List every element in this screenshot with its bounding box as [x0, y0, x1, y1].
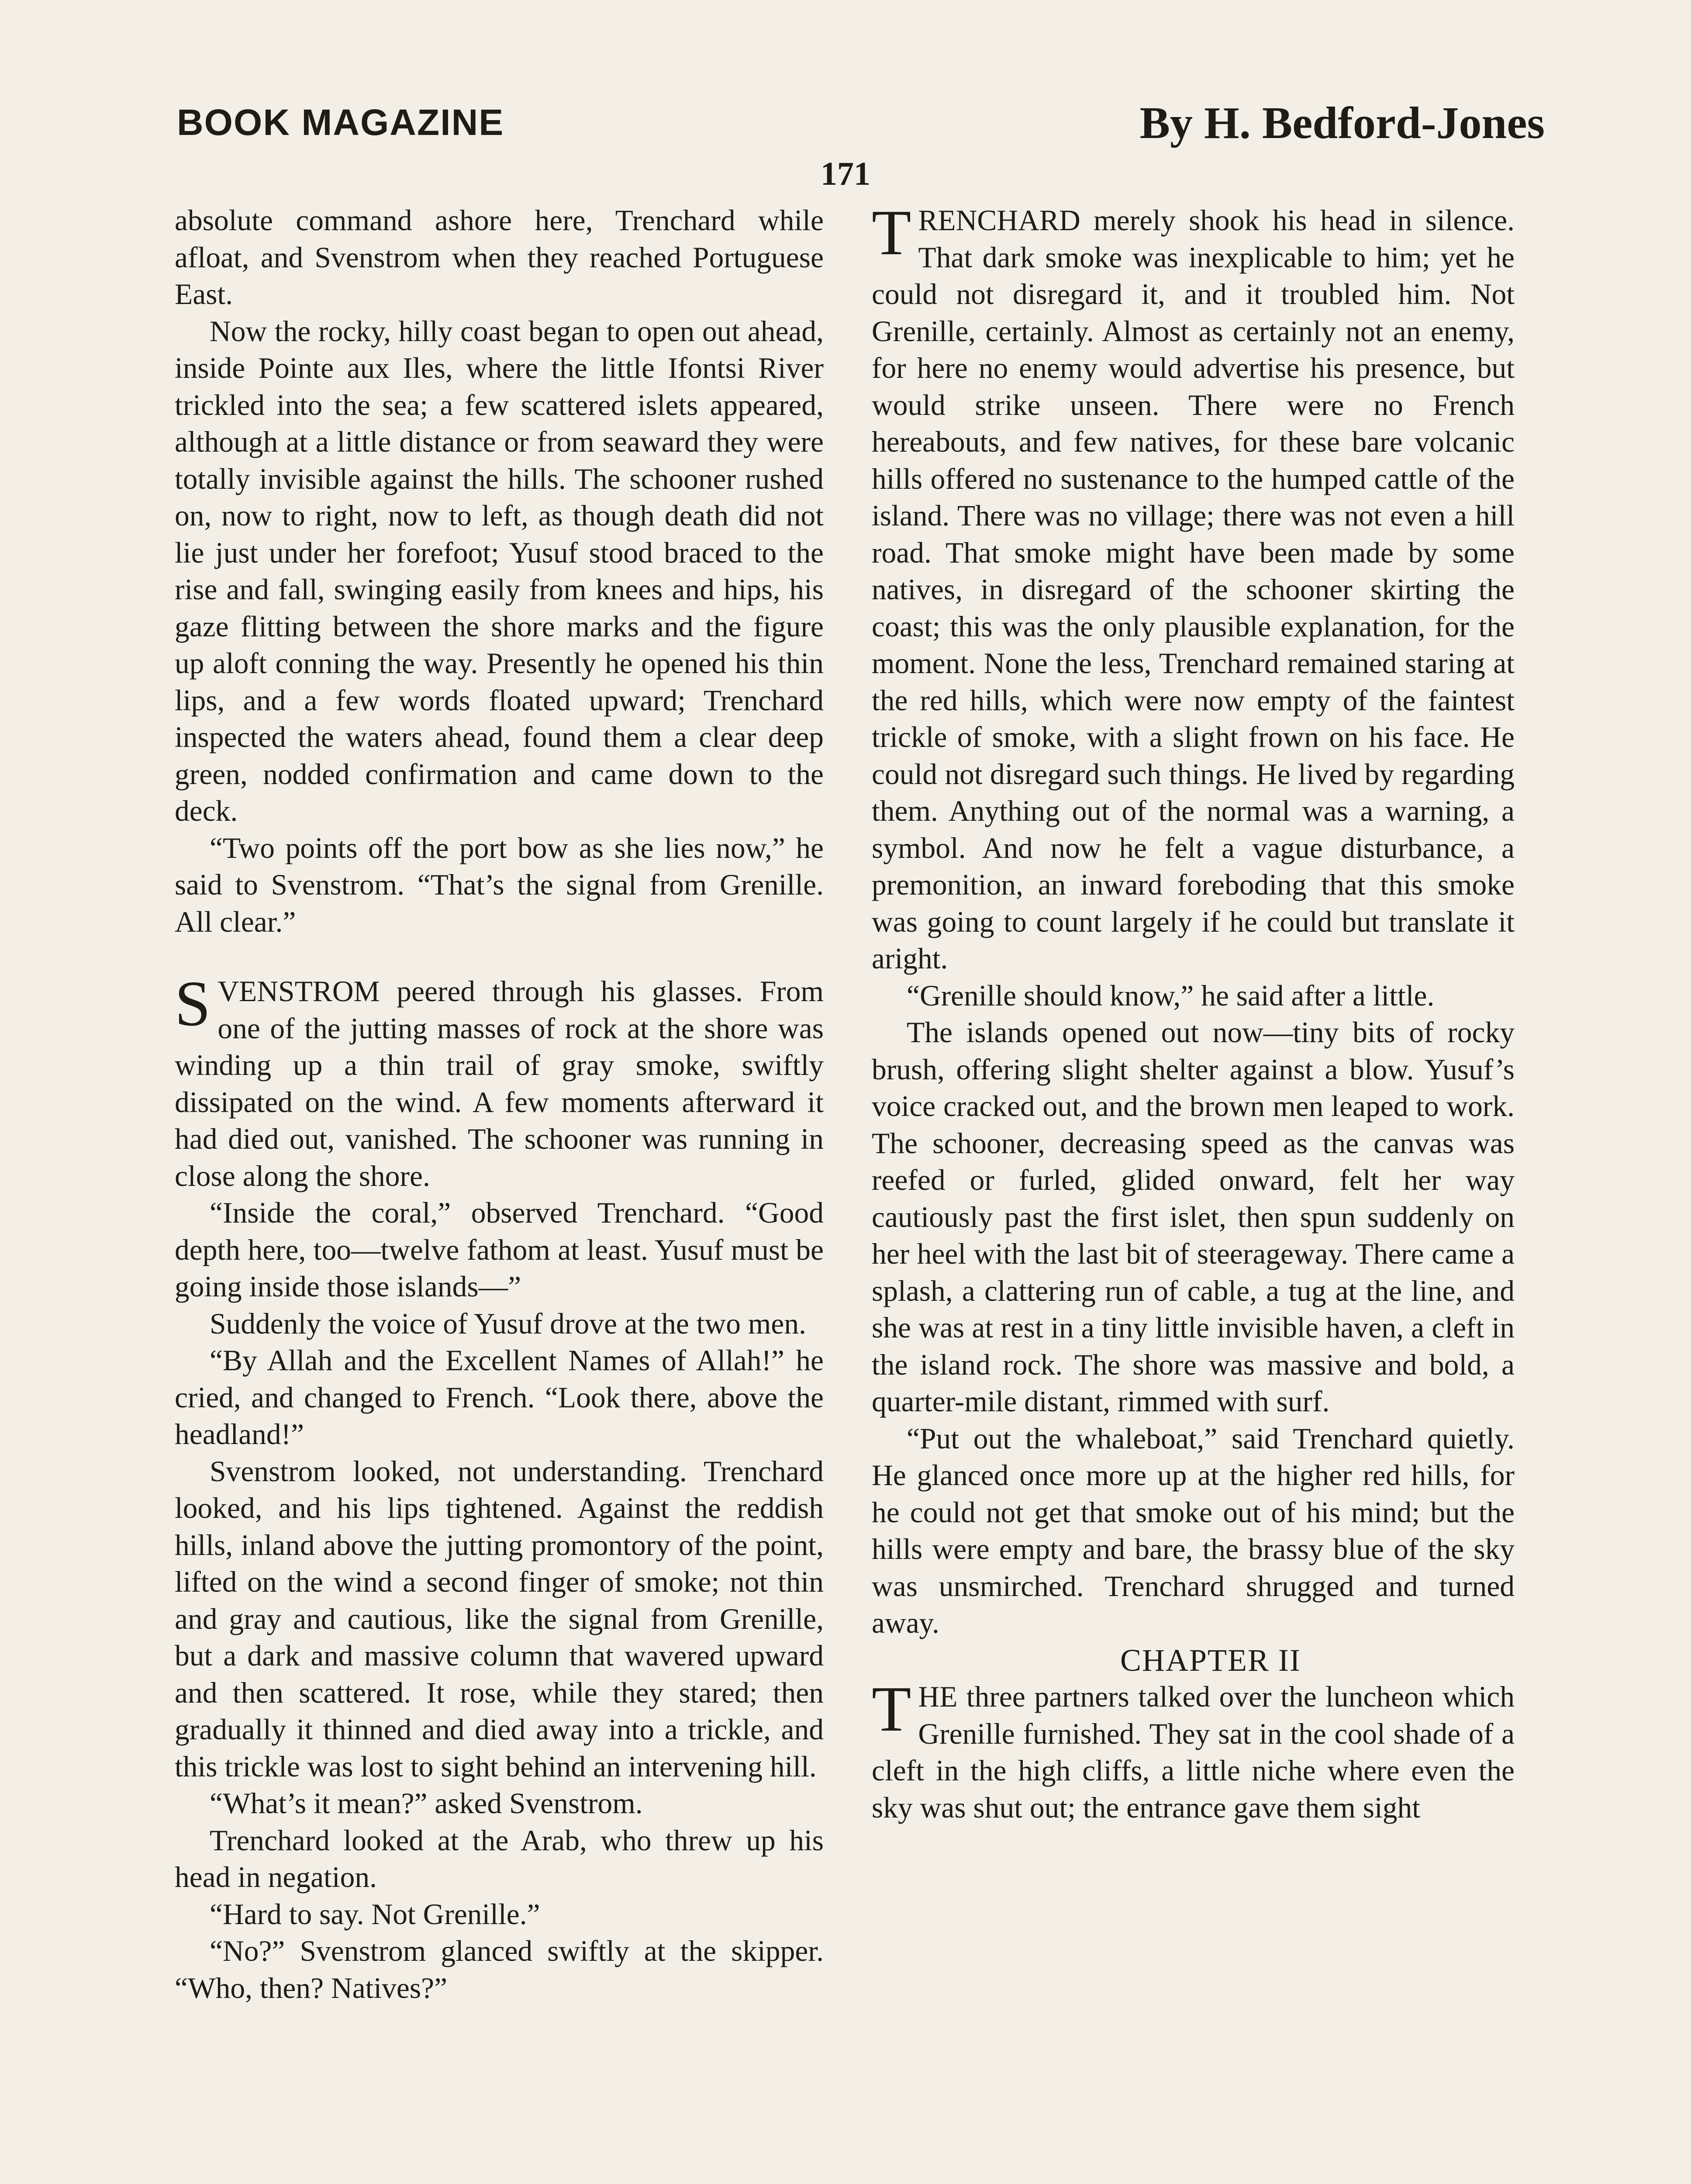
paragraph: “Put out the whaleboat,” said Trenchard quietly. He glanced once more up at the higher red hills, for he could not get that smoke out of his mind; but the hills were empty and bare, the brassy blue of the sky was unsmirched. Trenchard shrugged and turned away. — [872, 1422, 1515, 1639]
drop-cap: T — [872, 197, 911, 269]
paragraph-text: merely shook his head in silence. That dark smoke was inexplicable to him; yet he could not disregard it, and it troubled him. Not Grenille, certainly. Almost as certainly not an enemy, for here no enemy would advertise his presence, but would strike unseen. There were no French hereabouts, and few natives, for these bare volcanic hills offered no sustenance to the humped cattle of the island. There was no village; there was not even a hill road. That smoke might have been made by some natives, in disregard of the schooner skirting the coast; this was the only plausible explanation, for the moment. None the less, Trenchard remained staring at the red hills, which were now empty of the faintest trickle of smoke, with a slight frown on his face. He could not disregard such things. He lived by regarding them. Anything out of the normal was a warning, a symbol. And now he felt a vague disturbance, a premonition, an inward foreboding that this smoke was going to count largely if he could but translate it aright. — [872, 204, 1515, 975]
right-column — [872, 197, 1515, 1826]
paragraph-text: three partners talked over the luncheon which Grenille furnished. They sat in the cool shade of a cleft in the high cliffs, a little niche where even the sky was shut out; the entrance gave them sight — [872, 1680, 1515, 1824]
magazine-title: BOOK MAGAZINE — [177, 102, 504, 143]
drop-cap: S — [175, 968, 211, 1040]
page-number: 171 — [821, 156, 870, 192]
small-caps-lead: RENCHARD — [918, 204, 1080, 237]
drop-cap: T — [872, 1673, 911, 1745]
small-caps-lead: VENSTROM — [217, 975, 380, 1008]
section-opening-paragraph — [175, 968, 824, 1195]
paragraph: Now the rocky, hilly coast began to open out ahead, inside Pointe aux Iles, where the little Ifontsi River trickled into the sea; a few scattered islets appeared, although at a little distance or from seaward they were totally invisible against the hills. The schooner rushed on, now to right, now to left, as though death did not lie just under her forefoot; Yusuf stood braced to the rise and fall, swinging easily from knees and hips, his gaze flitting between the shore marks and the figure up aloft conning the way. Presently he opened his thin lips, and a few words floated upward; Trenchard inspected the waters ahead, found them a clear deep green, nodded confirmation and came down to the deck. — [175, 314, 824, 827]
paragraph-text: peered through his glasses. From one of the jutting masses of rock at the shore was winding up a thin trail of gray smoke, swiftly dissipated on the wind. A few moments afterward it had died out, vanished. The schooner was running in close along the shore. — [175, 975, 824, 1192]
section-opening-paragraph — [872, 197, 1515, 978]
paragraph: Trenchard looked at the Arab, who threw up his head in negation. — [175, 1824, 824, 1894]
paragraph: “What’s it mean?” asked Svenstrom. — [210, 1787, 643, 1820]
paragraph: Suddenly the voice of Yusuf drove at the two men. — [210, 1307, 806, 1340]
paragraph: “Two points off the port bow as she lies now,” he said to Svenstrom. “That’s the signal from Grenille. All clear.” — [175, 831, 824, 938]
chapter-heading: CHAPTER II — [1120, 1642, 1301, 1678]
chapter-opening-paragraph — [872, 1673, 1515, 1826]
author-byline: By H. Bedford-Jones — [1139, 98, 1545, 148]
paragraph: “By Allah and the Excellent Names of Allah!” he cried, and changed to French. “Look there, above the headland!” — [175, 1344, 824, 1451]
paragraph: absolute command ashore here, Trenchard while afloat, and Svenstrom when they reached Portuguese East. — [175, 204, 824, 311]
paragraph: “No?” Svenstrom glanced swiftly at the skipper. “Who, then? Natives?” — [175, 1935, 824, 2004]
paragraph: “Inside the coral,” observed Trenchard. “Good depth here, too—twelve fathom at least. Yusuf must be going inside those islands—” — [175, 1196, 824, 1303]
paragraph: The islands opened out now—tiny bits of rocky brush, offering slight shelter against a blow. Yusuf’s voice cracked out, and the brown men leaped to work. The schooner, decreasing speed as the canvas was reefed or furled, glided onward, felt her way cautiously past the first islet, then spun suddenly on her heel with the last bit of steerageway. There came a splash, a clattering run of cable, a tug at the line, and she was at rest in a tiny little invisible haven, a cleft in the island rock. The shore was massive and bold, a quarter-mile distant, rimmed with surf. — [872, 1016, 1515, 1418]
paragraph: “Hard to say. Not Grenille.” — [210, 1897, 540, 1931]
paragraph: Svenstrom looked, not understanding. Trenchard looked, and his lips tightened. Against the reddish hills, inland above the jutting promontory of the point, lifted on the wind a second finger of smoke; not thin and gray and cautious, like the signal from Grenille, but a dark and massive column that wavered upward and then scattered. It rose, while they stared; then gradually it thinned and died away into a trickle, and this trickle was lost to sight behind an intervening hill. — [175, 1455, 824, 1783]
paragraph: “Grenille should know,” he said after a little. — [907, 979, 1435, 1012]
left-column — [175, 202, 824, 2007]
small-caps-lead: HE — [918, 1680, 958, 1713]
